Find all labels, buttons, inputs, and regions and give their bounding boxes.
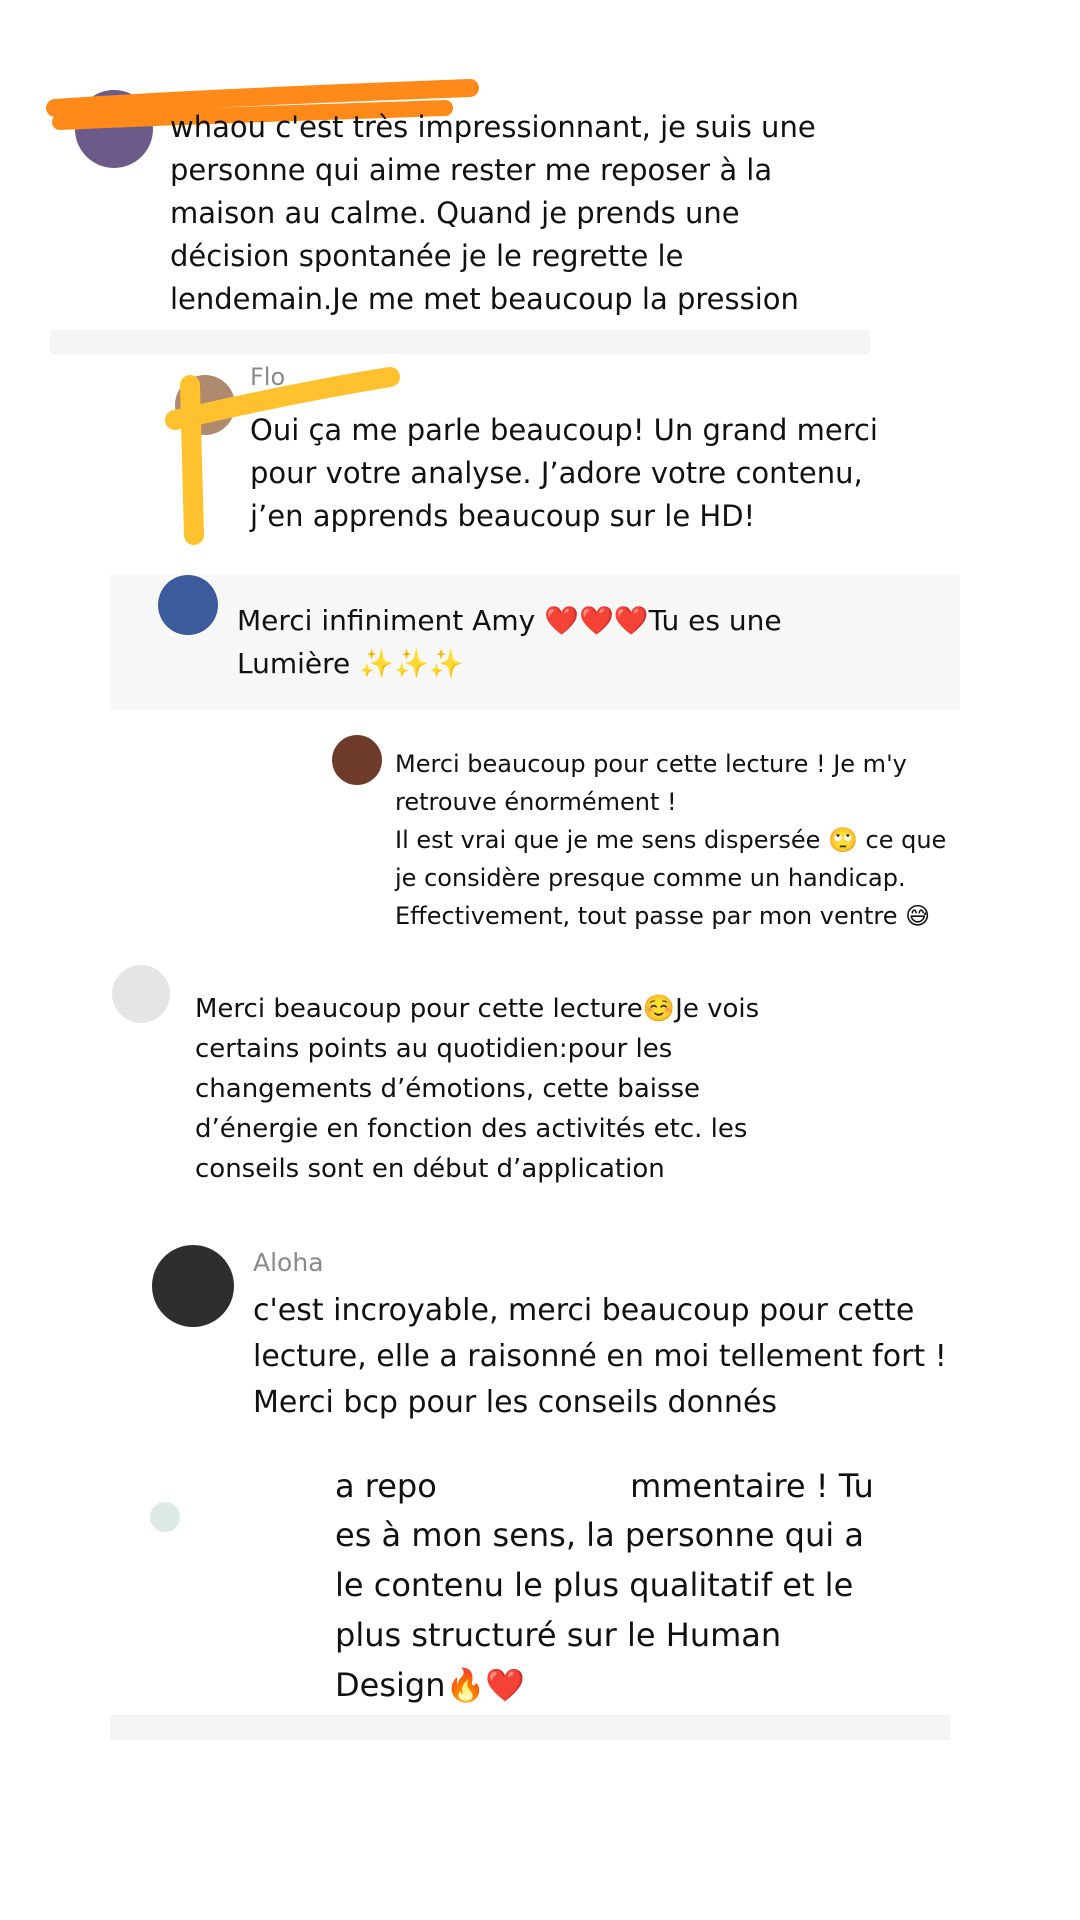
comment-card-4 bbox=[320, 735, 1080, 945]
username[interactable]: Flo bbox=[250, 363, 286, 391]
avatar[interactable] bbox=[75, 90, 153, 168]
comment-card-5 bbox=[80, 965, 880, 1200]
comment-card-7 bbox=[100, 1467, 960, 1740]
comment-card-1 bbox=[0, 40, 1080, 360]
avatar[interactable] bbox=[152, 1245, 234, 1327]
comment-card-3 bbox=[110, 575, 960, 710]
comment-text: Merci beaucoup pour cette lecture☺️Je vois certains points au quotidien:pour les changements d’émotions, cette baisse d’énergie en fonction des activités etc. les conseils sont en début d’application bbox=[195, 994, 760, 1184]
avatar[interactable] bbox=[112, 965, 170, 1023]
comment-text bbox=[237, 599, 782, 685]
card-divider bbox=[50, 330, 870, 354]
avatar[interactable] bbox=[150, 1502, 180, 1532]
avatar[interactable] bbox=[158, 575, 218, 635]
comment-text: Oui ça me parle beaucoup! Un grand merci pour votre analyse. J’adore votre contenu, j’en apprends beaucoup sur le HD! bbox=[250, 413, 878, 533]
comment-card-6 bbox=[140, 1230, 1030, 1430]
comment-text-partial: a repo mmentaire ! Tu bbox=[335, 1467, 874, 1505]
comment-text-part: Tu es une Lumière bbox=[237, 604, 782, 680]
avatar[interactable] bbox=[175, 375, 235, 435]
sparkles-emoji: ✨✨✨ bbox=[359, 647, 464, 680]
username[interactable]: Aloha bbox=[253, 1248, 324, 1277]
comment-text-part: Merci infiniment Amy bbox=[237, 604, 545, 637]
comment-card-2 bbox=[170, 363, 1000, 550]
comment-text: Merci beaucoup pour cette lecture ! Je m'y retrouve énormément ! Il est vrai que je me sens dispersée 🙄 ce que je considère presque comme un handicap. Effectivement, tout passe par mon ventre 😅 bbox=[395, 750, 947, 930]
comment-text bbox=[335, 1510, 864, 1710]
comment-text-part: es à mon sens, la personne qui a le contenu le plus qualitatif et le plus structuré sur le Human Design bbox=[335, 1516, 864, 1704]
avatar[interactable] bbox=[332, 735, 382, 785]
comment-text: c'est incroyable, merci beaucoup pour cette lecture, elle a raisonné en moi tellement fort ! Merci bcp pour les conseils donnés bbox=[253, 1293, 947, 1420]
heart-emoji: ❤️❤️❤️ bbox=[544, 604, 649, 637]
card-divider bbox=[110, 1715, 950, 1740]
fire-heart-emoji: 🔥❤️ bbox=[445, 1666, 526, 1704]
comment-text: whaou c'est très impressionnant, je suis une personne qui aime rester me reposer à la maison au calme. Quand je prends une décision spontanée je le regrette le lendemain.Je me met beaucoup la pression bbox=[170, 110, 816, 316]
